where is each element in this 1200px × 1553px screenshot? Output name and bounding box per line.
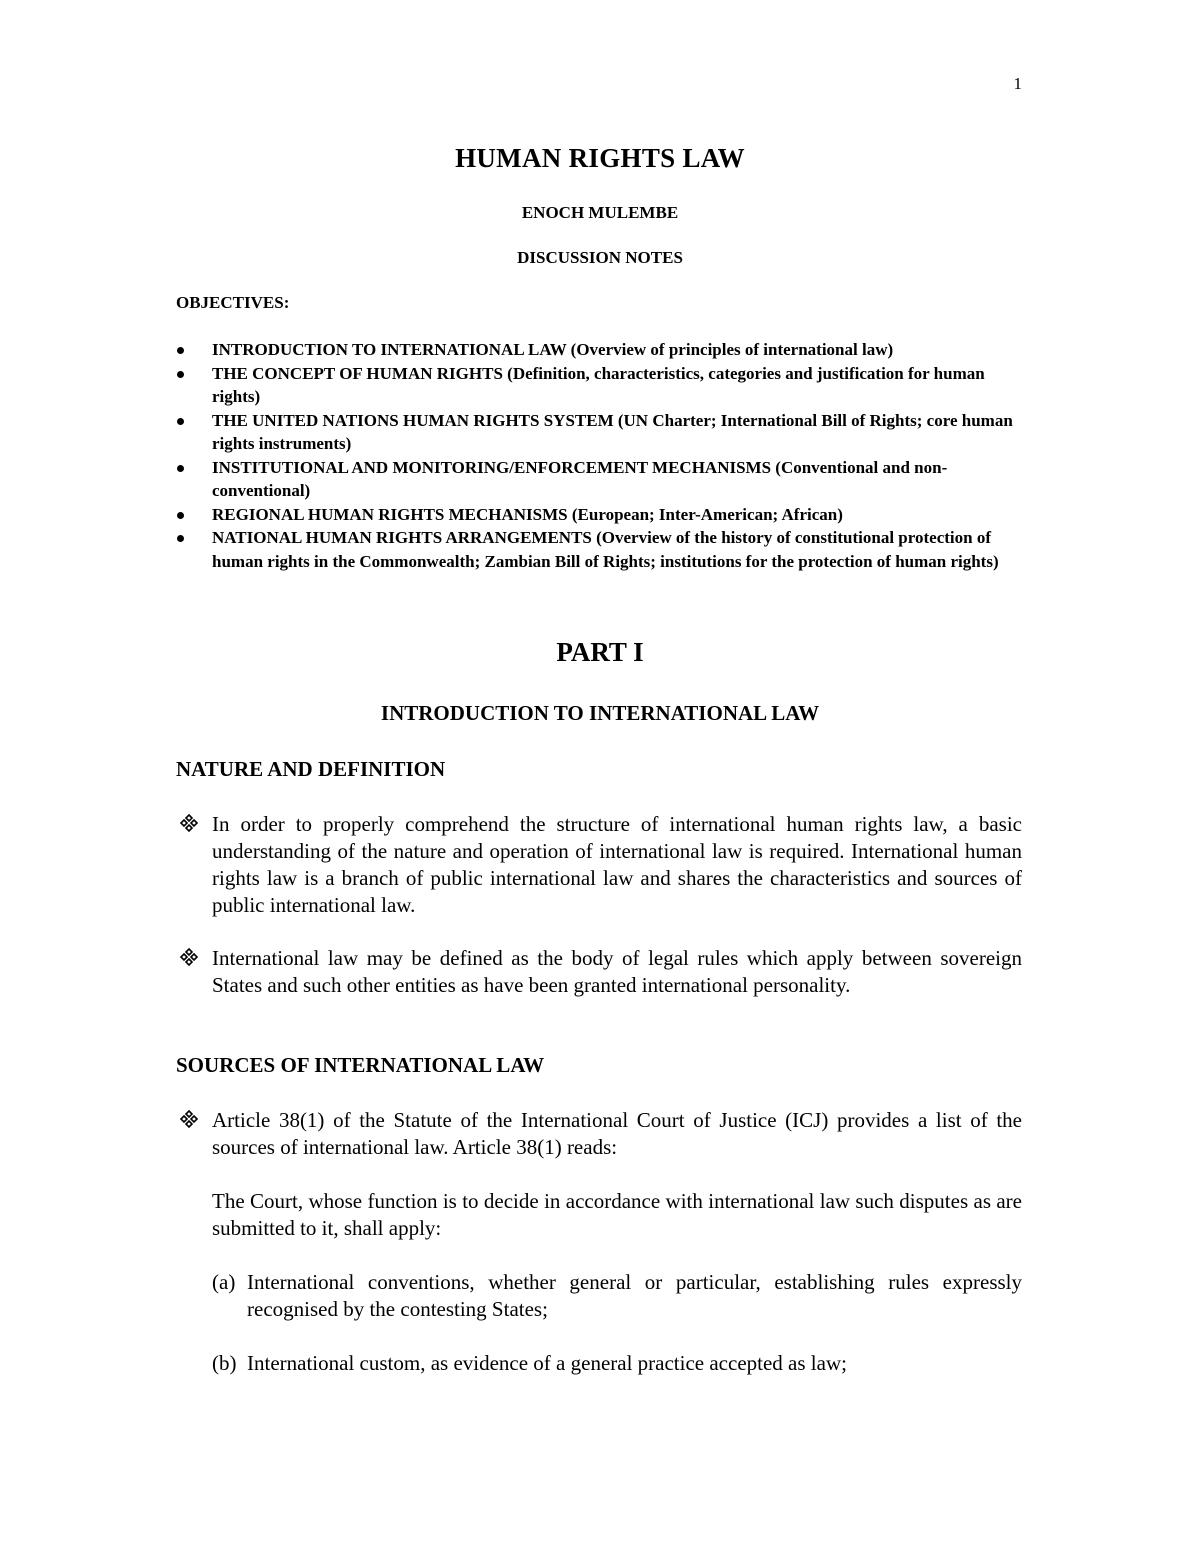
bullet-dot-icon: [177, 512, 184, 519]
objective-item: INTRODUCTION TO INTERNATIONAL LAW (Overview of principles of international law): [176, 338, 1026, 362]
list-item-text: International custom, as evidence of a general practice accepted as law;: [247, 1351, 847, 1375]
paragraph-text: International law may be defined as the body of legal rules which apply between sovereign States and such other entities as have been granted international personality.: [212, 946, 1022, 997]
paragraph-item: [176, 811, 1022, 919]
list-item-label: (a): [212, 1270, 236, 1294]
diamond-star-bullet-icon: [176, 945, 202, 972]
list-item: [212, 1350, 1022, 1377]
part-subtitle: INTRODUCTION TO INTERNATIONAL LAW: [380, 701, 820, 725]
page-number: 1: [1013, 74, 1022, 93]
diamond-star-bullet-icon: [176, 1107, 202, 1134]
objective-item: THE CONCEPT OF HUMAN RIGHTS (Definition, characteristics, categories and justification for human rights): [176, 362, 1026, 409]
section-heading-sources: SOURCES OF INTERNATIONAL LAW: [176, 1053, 545, 1077]
objective-item: REGIONAL HUMAN RIGHTS MECHANISMS (European; Inter-American; African): [176, 503, 1026, 527]
diamond-star-bullet-icon: [176, 811, 202, 838]
objective-item: NATIONAL HUMAN RIGHTS ARRANGEMENTS (Overview of the history of constitutional protection of human rights in the Commonwealth; Zambian Bill of Rights; institutions for the protection of human rights): [176, 526, 1026, 573]
bullet-dot-icon: [177, 371, 184, 378]
bullet-dot-icon: [177, 418, 184, 425]
paragraph-text: Article 38(1) of the Statute of the International Court of Justice (ICJ) provides a list of the sources of international law. Article 38(1) reads:: [212, 1108, 1022, 1159]
list-item: [212, 1269, 1022, 1323]
paragraph-item: [176, 1107, 1022, 1161]
author-name: ENOCH MULEMBE: [521, 203, 679, 222]
bullet-dot-icon: [177, 347, 184, 354]
objective-item: INSTITUTIONAL AND MONITORING/ENFORCEMENT MECHANISMS (Conventional and non-conventional): [176, 456, 1026, 503]
paragraph-text: In order to properly comprehend the structure of international human rights law, a basic understanding of the nature and operation of international law is required. International human rights law is a branch of public international law and shares the characteristics and sources of public international law.: [212, 812, 1022, 917]
bullet-dot-icon: [177, 535, 184, 542]
list-item-label: (b): [212, 1351, 237, 1375]
bullet-dot-icon: [177, 465, 184, 472]
list-item-text: International conventions, whether general or particular, establishing rules expressly recognised by the contesting States;: [247, 1270, 1022, 1321]
quoted-text: The Court, whose function is to decide in accordance with international law such disputes as are submitted to it, shall apply:: [212, 1189, 1022, 1240]
objectives-list: [176, 338, 1026, 573]
part-title: PART I: [556, 637, 644, 667]
section-heading-nature: NATURE AND DEFINITION: [176, 757, 446, 781]
document-subtitle: DISCUSSION NOTES: [517, 248, 683, 267]
paragraph-item: [176, 945, 1022, 999]
document-title: HUMAN RIGHTS LAW: [455, 143, 745, 173]
objectives-label: OBJECTIVES:: [176, 293, 290, 312]
objective-item: THE UNITED NATIONS HUMAN RIGHTS SYSTEM (UN Charter; International Bill of Rights; core human rights instruments): [176, 409, 1026, 456]
